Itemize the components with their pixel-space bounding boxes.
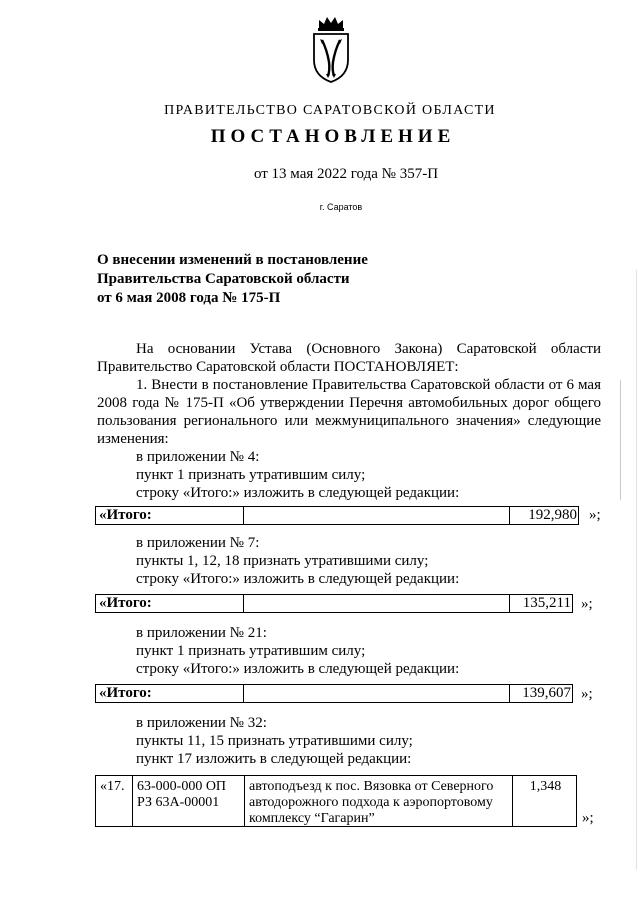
road-name-line: автоподъезд к пос. Вязовка от Северного xyxy=(249,779,494,794)
coat-of-arms-icon xyxy=(308,14,354,84)
road-item-name xyxy=(245,776,513,826)
road-name-line: комплексу “Гагарин” xyxy=(249,811,375,826)
quote-close: »; xyxy=(581,686,593,702)
appendix-title: в приложении № 21: xyxy=(136,625,267,641)
total-value: 139,607 xyxy=(522,685,571,701)
appendix-item: пункты 1, 12, 18 признать утратившими силу; xyxy=(136,553,429,569)
body-line: изменения: xyxy=(97,431,169,447)
body-line: 1. Внести в постановление Правительства Саратовской области от 6 мая xyxy=(136,377,601,393)
total-row-table xyxy=(95,684,573,703)
road-code-line: РЗ 63А-00001 xyxy=(137,795,220,810)
road-item-code xyxy=(133,776,245,826)
body-line: На основании Устава (Основного Закона) Саратовской области xyxy=(136,341,601,357)
appendix-instruction: строку «Итого:» изложить в следующей редакции: xyxy=(136,485,460,501)
subject-line: О внесении изменений в постановление xyxy=(97,252,368,268)
road-code-line: 63-000-000 ОП xyxy=(137,779,227,794)
appendix-instruction: строку «Итого:» изложить в следующей редакции: xyxy=(136,661,460,677)
government-name: ПРАВИТЕЛЬСТВО САРАТОВСКОЙ ОБЛАСТИ xyxy=(164,103,496,118)
total-value: 192,980 xyxy=(528,507,577,523)
total-label: «Итого: xyxy=(96,507,244,524)
empty-cell xyxy=(244,595,510,612)
document-subject xyxy=(97,251,368,308)
appendix-item: пункт 1 признать утратившим силу; xyxy=(136,643,366,659)
empty-cell xyxy=(244,507,510,524)
road-name-line: автодорожного подхода к аэропортовому xyxy=(249,795,493,810)
road-item-number: «17. xyxy=(96,776,133,826)
total-row-table xyxy=(95,506,579,525)
document-city: г. Саратов xyxy=(319,202,363,212)
quote-close: »; xyxy=(589,507,601,523)
document-type: ПОСТАНОВЛЕНИЕ xyxy=(210,126,456,147)
scan-artifact xyxy=(636,270,637,870)
appendix-title: в приложении № 7: xyxy=(136,535,260,551)
quote-close: »; xyxy=(581,596,593,612)
road-item-length: 1,348 xyxy=(529,779,562,794)
subject-line: Правительства Саратовской области xyxy=(97,271,350,287)
appendix-title: в приложении № 4: xyxy=(136,449,260,465)
scan-artifact xyxy=(620,380,621,500)
total-label: «Итого: xyxy=(96,595,244,612)
appendix-item: пункт 1 признать утратившим силу; xyxy=(136,467,366,483)
empty-cell xyxy=(244,685,510,702)
document-date-number: от 13 мая 2022 года № 357-П xyxy=(253,166,439,182)
appendix-item: пункты 11, 15 признать утратившими силу; xyxy=(136,733,413,749)
body-line: Правительство Саратовской области ПОСТАНОВЛЯЕТ: xyxy=(97,359,459,375)
appendix-instruction: строку «Итого:» изложить в следующей редакции: xyxy=(136,571,460,587)
body-line: 2008 года № 175-П «Об утверждении Перечня автомобильных дорог общего xyxy=(97,395,601,411)
appendix-instruction: пункт 17 изложить в следующей редакции: xyxy=(136,751,412,767)
total-label: «Итого: xyxy=(96,685,244,702)
road-item-table xyxy=(95,775,577,827)
subject-line: от 6 мая 2008 года № 175-П xyxy=(97,290,281,306)
appendix-title: в приложении № 32: xyxy=(136,715,267,731)
quote-close: »; xyxy=(582,810,594,826)
total-row-table xyxy=(95,594,573,613)
body-line: пользования регионального или межмуниципального значения» следующие xyxy=(97,413,601,429)
total-value: 135,211 xyxy=(522,595,571,611)
